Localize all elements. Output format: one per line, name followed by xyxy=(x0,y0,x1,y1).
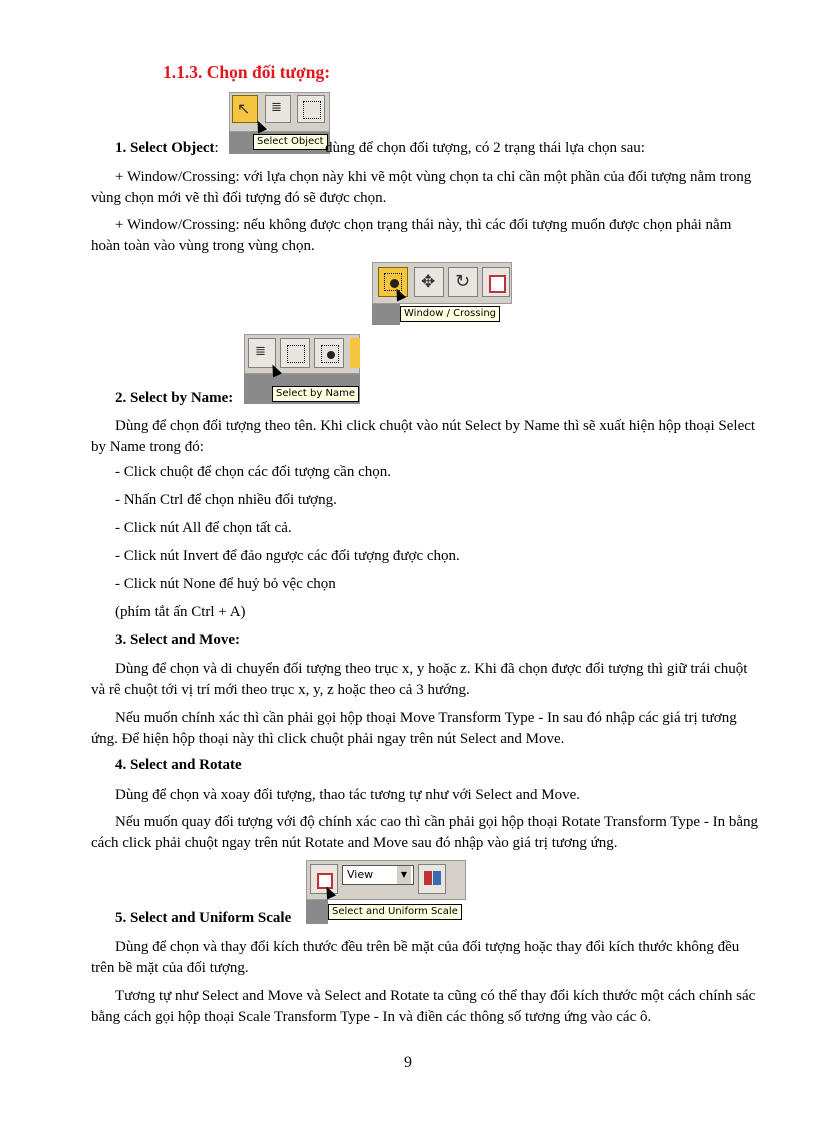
list-item: - Nhấn Ctrl để chọn nhiều đối tượng. xyxy=(115,492,337,508)
window-crossing-icon xyxy=(314,338,344,368)
section-5-title: 5. Select and Uniform Scale xyxy=(115,910,292,926)
section-4-title: 4. Select and Rotate xyxy=(115,757,242,773)
section-heading: 1.1.3. Chọn đối tượng: xyxy=(163,62,331,82)
pivot-icon xyxy=(418,864,446,894)
select-by-name-icon: ≣ xyxy=(265,95,291,123)
scale-icon xyxy=(482,267,510,297)
window-crossing-toolbar-image xyxy=(372,262,512,325)
select-by-name-icon: ≣ xyxy=(248,338,276,368)
uniform-scale-tooltip: Select and Uniform Scale xyxy=(328,904,462,920)
paragraph-move-2: Nếu muốn chính xác thì cần phải gọi hộp thoại Move Transform Type - In sau đó nhập các giá trị tương ứng. Để hiện hộp thoại này thì click chuột phải ngay trên nút Select and Move. xyxy=(91,710,737,747)
section-2-title: 2. Select by Name: xyxy=(115,390,234,406)
chevron-down-icon: ▼ xyxy=(397,866,411,884)
paragraph-select-by-name: Dùng để chọn đối tượng theo tên. Khi click chuột vào nút Select by Name thì sẽ xuất hiện hộp thoại Select by Name trong đó: xyxy=(91,418,756,455)
rect-region-icon xyxy=(280,338,310,368)
list-item: - Click nút None để huỷ bỏ vệc chọn xyxy=(115,576,336,592)
rect-region-icon xyxy=(297,95,325,123)
section-1-text: dùng để chọn đối tượng, có 2 trạng thái lựa chọn sau: xyxy=(325,140,645,156)
section-3-title: 3. Select and Move: xyxy=(115,632,240,648)
paragraph-rotate-1: Dùng để chọn và xoay đối tượng, thao tác tương tự như với Select and Move. xyxy=(115,787,580,803)
paragraph-window-crossing-1: + Window/Crossing: với lựa chọn này khi vẽ một vùng chọn ta chỉ cần một phần của đối tượng nằm trong vùng chọn mới vẽ thì đối tượng đó sẽ được chọn. xyxy=(91,169,752,206)
paragraph-window-crossing-2: + Window/Crossing: nếu không được chọn trạng thái này, thì các đối tượng muốn được chọn phải nằm hoàn toàn vào vùng trong vùng chọn. xyxy=(91,217,732,254)
rotate-icon: ↻ xyxy=(448,267,478,297)
paragraph-rotate-2: Nếu muốn quay đối tượng với độ chính xác cao thì cần phải gọi hộp thoại Rotate Transform Type - In bằng cách click phải chuột ngay trên nút Rotate and Move sau đó nhập vào giá trị tương ứng. xyxy=(91,814,758,851)
page-number: 9 xyxy=(404,1054,412,1071)
window-crossing-tooltip: Window / Crossing xyxy=(400,306,500,322)
section-1-title: 1. Select Object: xyxy=(115,140,219,156)
select-arrow-icon: ↖ xyxy=(232,95,258,123)
list-item: (phím tắt ấn Ctrl + A) xyxy=(115,604,246,620)
select-object-tooltip: Select Object xyxy=(253,134,328,150)
select-by-name-tooltip: Select by Name xyxy=(272,386,359,402)
paragraph-move-1: Dùng để chọn và di chuyển đối tượng theo trục x, y hoặc z. Khi đã chọn được đối tượng thì giữ trái chuột và rê chuột tới vị trí mới theo trục x, y, z hoặc theo cả 3 hướng. xyxy=(91,661,748,698)
list-item: - Click nút All để chọn tất cả. xyxy=(115,520,292,536)
view-dropdown[interactable]: View ▼ xyxy=(342,865,414,885)
list-item: - Click nút Invert để đảo ngược các đối tượng được chọn. xyxy=(115,548,460,564)
uniform-scale-toolbar-image xyxy=(306,860,466,924)
select-by-name-toolbar-image xyxy=(244,334,360,404)
list-item: - Click chuột để chọn các đối tượng cần chọn. xyxy=(115,464,391,480)
paragraph-scale-2: Tương tự như Select and Move và Select and Rotate ta cũng có thể thay đổi kích thước một cách chính sác bằng cách gọi hộp thoại Scale Transform Type - In và điền các thông số tương ứng vào các ô. xyxy=(91,988,756,1025)
select-object-toolbar-image xyxy=(229,92,330,154)
paragraph-scale-1: Dùng để chọn và thay đổi kích thước đều trên bề mặt của đối tượng hoặc thay đổi kích thước không đều trên bề mặt của đối tượng. xyxy=(91,939,740,976)
move-icon: ✥ xyxy=(414,267,444,297)
